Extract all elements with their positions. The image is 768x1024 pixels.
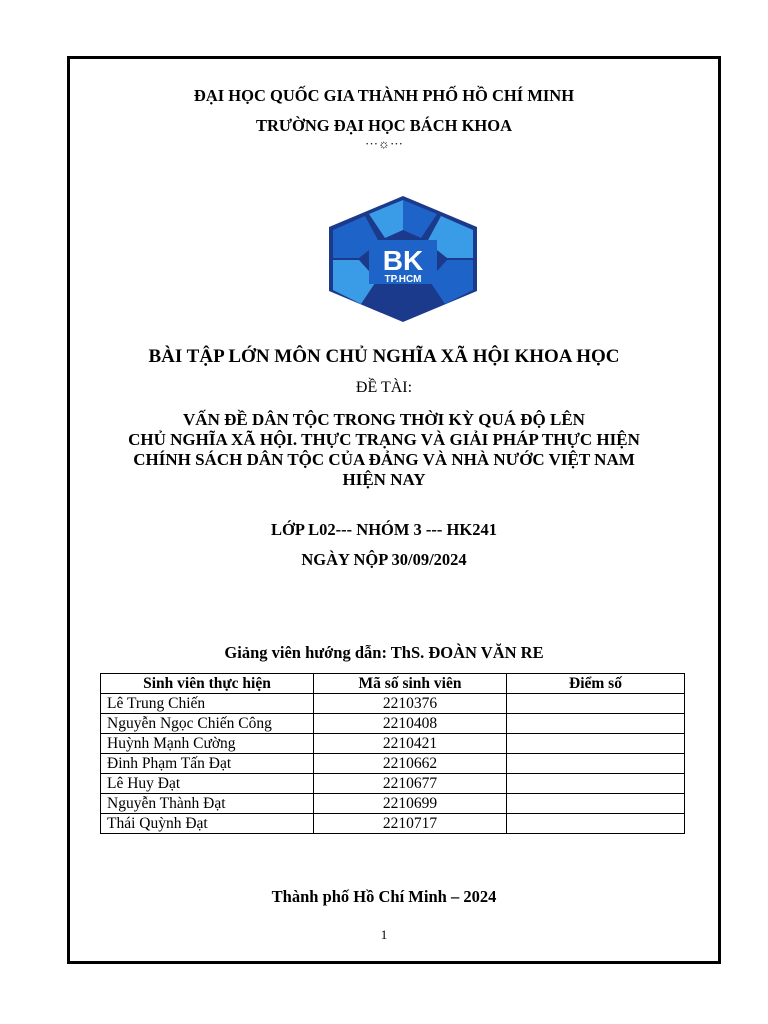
student-score	[507, 814, 685, 834]
student-id: 2210699	[314, 794, 507, 814]
submit-date: NGÀY NỘP 30/09/2024	[301, 550, 467, 569]
student-table	[100, 673, 685, 834]
student-name: Huỳnh Mạnh Cường	[101, 734, 314, 754]
student-id: 2210662	[314, 754, 507, 774]
report-title: BÀI TẬP LỚN MÔN CHỦ NGHĨA XÃ HỘI KHOA HỌC	[148, 346, 620, 367]
topic-text	[0, 410, 768, 490]
student-id: 2210408	[314, 714, 507, 734]
class-info: LỚP L02--- NHÓM 3 --- HK241	[271, 520, 497, 539]
topic-line: HIỆN NAY	[342, 470, 426, 489]
logo-main-text: BK	[382, 245, 424, 276]
table-row	[101, 714, 685, 734]
student-score	[507, 734, 685, 754]
page-number: 1	[380, 927, 388, 942]
header-student-id: Mã số sinh viên	[314, 674, 507, 694]
table-row	[101, 794, 685, 814]
table-row	[101, 734, 685, 754]
bk-logo	[329, 196, 477, 322]
student-score	[507, 794, 685, 814]
student-id: 2210717	[314, 814, 507, 834]
ornament-divider: ···☼···	[365, 136, 403, 151]
student-id: 2210677	[314, 774, 507, 794]
logo-sub-text: TP.HCM	[384, 274, 422, 285]
student-score	[507, 774, 685, 794]
student-name: Thái Quỳnh Đạt	[101, 814, 314, 834]
table-row	[101, 814, 685, 834]
student-name: Đinh Phạm Tấn Đạt	[101, 754, 314, 774]
table-row	[101, 754, 685, 774]
student-name: Nguyễn Thành Đạt	[101, 794, 314, 814]
student-id: 2210376	[314, 694, 507, 714]
student-name: Lê Huy Đạt	[101, 774, 314, 794]
student-id: 2210421	[314, 734, 507, 754]
header-student: Sinh viên thực hiện	[101, 674, 314, 694]
school-name: TRƯỜNG ĐẠI HỌC BÁCH KHOA	[255, 116, 513, 135]
topic-line: CHÍNH SÁCH DÂN TỘC CỦA ĐẢNG VÀ NHÀ NƯỚC VIỆT NAM	[133, 450, 635, 469]
student-score	[507, 714, 685, 734]
student-score	[507, 694, 685, 714]
city-year: Thành phố Hồ Chí Minh – 2024	[271, 887, 497, 906]
table-row	[101, 694, 685, 714]
table-row	[101, 774, 685, 794]
university-name: ĐẠI HỌC QUỐC GIA THÀNH PHỐ HỒ CHÍ MINH	[193, 86, 575, 105]
table-header-row	[101, 674, 685, 694]
topic-label: ĐỀ TÀI:	[355, 379, 413, 396]
student-score	[507, 754, 685, 774]
lecturer-line: Giảng viên hướng dẫn: ThS. ĐOÀN VĂN RE	[224, 643, 544, 662]
topic-line: CHỦ NGHĨA XÃ HỘI. THỰC TRẠNG VÀ GIẢI PHÁP THỰC HIỆN	[128, 430, 640, 449]
student-name: Nguyễn Ngọc Chiến Công	[101, 714, 314, 734]
topic-line: VẤN ĐỀ DÂN TỘC TRONG THỜI KỲ QUÁ ĐỘ LÊN	[183, 410, 585, 429]
student-name: Lê Trung Chiến	[101, 694, 314, 714]
header-score: Điểm số	[507, 674, 685, 694]
